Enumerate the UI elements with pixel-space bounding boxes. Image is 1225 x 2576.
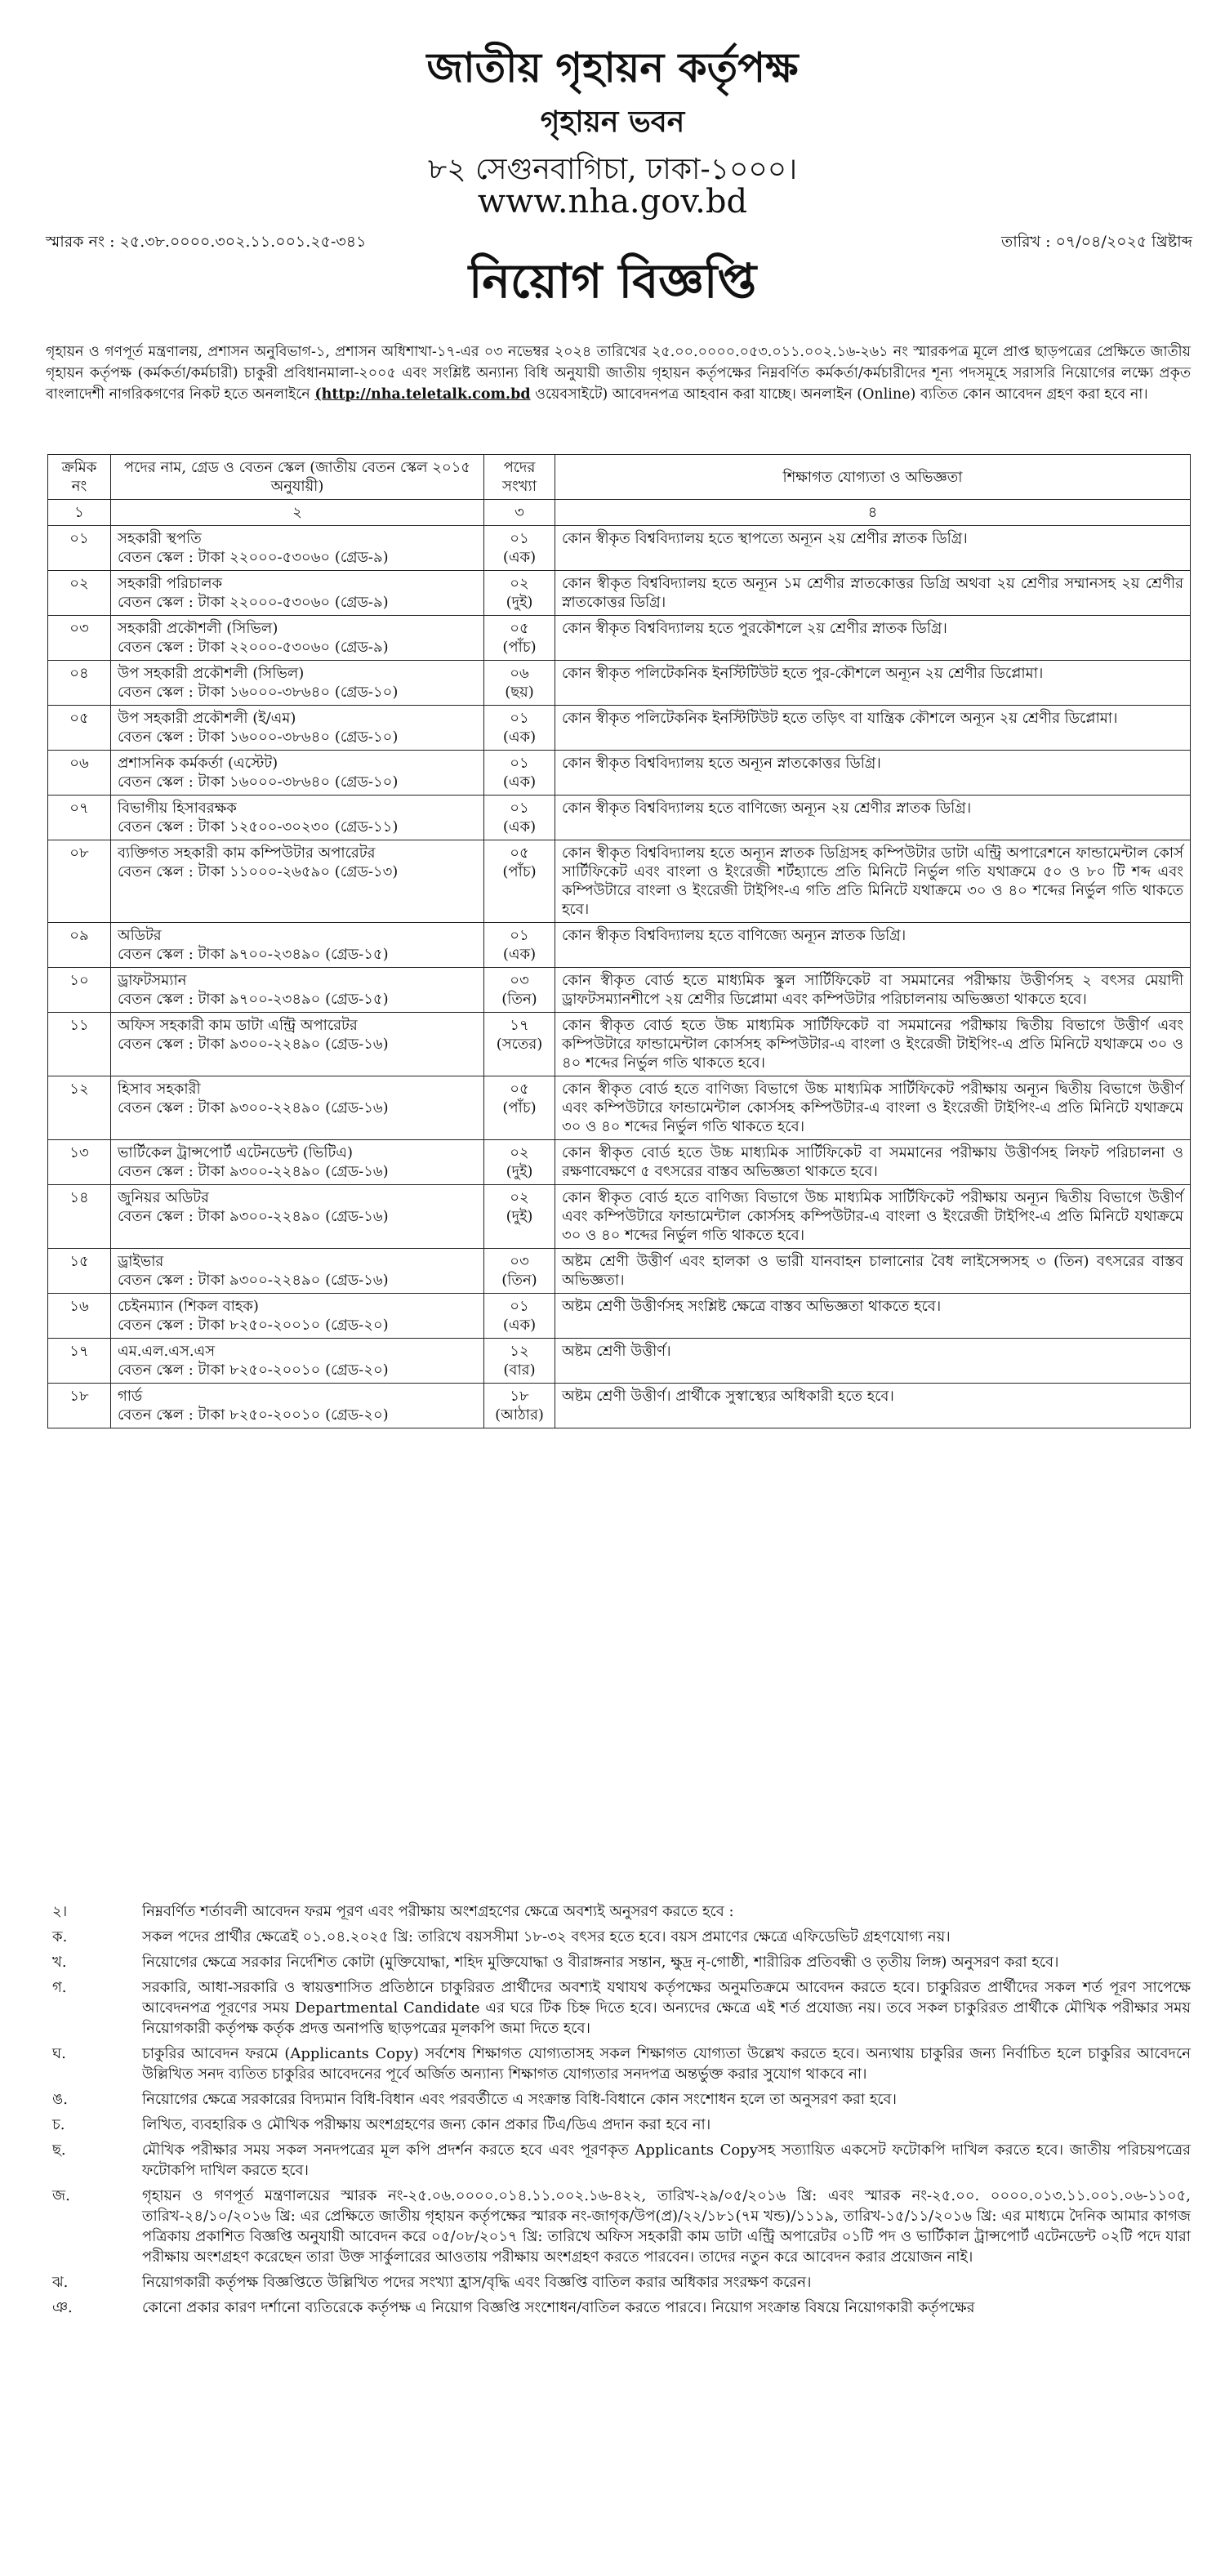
pay-scale: বেতন স্কেল : টাকা ৮২৫০-২০০১০ (গ্রেড-২০) xyxy=(118,1406,389,1424)
post-name: প্রশাসনিক কর্মকর্তা (এস্টেট) xyxy=(118,755,278,772)
serial-cell: ০৪ xyxy=(48,661,111,706)
serial-cell: ১৪ xyxy=(48,1185,111,1249)
teletalk-link[interactable]: (http://nha.teletalk.com.bd xyxy=(314,386,531,403)
post-cell xyxy=(111,796,484,840)
qualification-cell: কোন স্বীকৃত বিশ্ববিদ্যালয় হতে স্থাপত্যে অন্যূন ২য় শ্রেণীর স্নাতক ডিগ্রি। xyxy=(555,526,1191,571)
post-count: ০৫ xyxy=(510,1081,529,1098)
condition-text: নিয়োগকারী কর্তৃপক্ষ বিজ্ঞপ্তিতে উল্লিখিত পদের সংখ্যা হ্রাস/বৃদ্ধি এবং বিজ্ঞপ্তি বাতিল করার অধিকার সংরক্ষণ করেন। xyxy=(142,2274,812,2291)
pay-scale: বেতন স্কেল : টাকা ৯৩০০-২২৪৯০ (গ্রেড-১৬) xyxy=(118,1163,389,1180)
table-header-row xyxy=(48,455,1191,500)
pay-scale: বেতন স্কেল : টাকা ১৬০০০-৩৮৬৪০ (গ্রেড-১০) xyxy=(118,684,399,701)
qualification-cell: কোন স্বীকৃত বিশ্ববিদ্যালয় হতে অন্যূন স্নাতক ডিগ্রিসহ কম্পিউটার ডাটা এন্ট্রি অপারেশনে ফান্ডামেন্টাল কোর্স সার্টিফিকেট এবং বাংলা ও ইংরেজী শর্টহ্যান্ডে প্রতি মিনিটে নির্ভুল গতি যথাক্রমে ৫০ ও ৮০ টি শব্দ এবং কম্পিউটারে বাংলা ও ইংরেজী টাইপিং-এ গতি প্রতি মিনিটে যথাক্রমে ৩০ ও ৪০ শব্দের নির্ভুল গতি থাকতে হবে। xyxy=(555,840,1191,923)
org-name: জাতীয় গৃহায়ন কর্তৃপক্ষ xyxy=(426,43,799,91)
post-count: ১৮ xyxy=(510,1388,529,1405)
count-cell xyxy=(484,1294,555,1339)
notice-date: তারিখ : ০৭/০৪/২০২৫ খ্রিষ্টাব্দ xyxy=(1000,233,1192,251)
post-cell xyxy=(111,968,484,1013)
post-count-word: (সতের) xyxy=(496,1036,543,1053)
pay-scale: বেতন স্কেল : টাকা ৯৩০০-২২৪৯০ (গ্রেড-১৬) xyxy=(118,1036,389,1053)
table-row xyxy=(48,1140,1191,1185)
pay-scale: বেতন স্কেল : টাকা ২২০০০-৫৩০৬০ (গ্রেড-৯) xyxy=(118,594,389,611)
table-row xyxy=(48,1249,1191,1294)
post-name: এম.এল.এস.এস xyxy=(118,1343,216,1360)
condition-text: সকল পদের প্রার্থীর ক্ষেত্রেই ০১.০৪.২০২৫ খ্রি: তারিখে বয়সসীমা ১৮-৩২ বৎসর হতে হবে। বয়স প্রমাণের ক্ষেত্রে এফিডেভিট গ্রহণযোগ্য নয়। xyxy=(142,1928,951,1945)
intro-text: গৃহায়ন ও গণপূর্ত মন্ত্রণালয়, প্রশাসন অনুবিভাগ-১, প্রশাসন অধিশাখা-১৭-এর ০৩ নভেম্বর ২০২৪ তারিখের ২৫.০০.০০০০.০৫৩.০১১.০০২.১৬-২৬১ নং স্মারকপত্র মূলে প্রাপ্ত ছাড়পত্রের প্রেক্ষিতে জাতীয় গৃহায়ন কর্তৃপক্ষ (কর্মকর্তা/কর্মচারী) চাকুরী প্রবিধানমালা-২০০৫ এবং সংশ্লিষ্ট অন্যান্য বিধি অনুযায়ী জাতীয় গৃহায়ন কর্তৃপক্ষের নিম্নবর্ণিত কর্মকর্তা/কর্মচারীদের শূন্য পদসমূহে সরাসরি নিয়োগের লক্ষ্যে প্রকৃত বাংলাদেশী নাগরিকগণের নিকট হতে অনলাইনে xyxy=(46,344,1191,403)
table-row xyxy=(48,1076,1191,1140)
serial-cell: ১৫ xyxy=(48,1249,111,1294)
post-name: চেইনম্যান (শিকল বাহক) xyxy=(118,1298,259,1315)
post-name: অফিস সহকারী কাম ডাটা এন্ট্রি অপারেটর xyxy=(118,1017,358,1034)
serial-cell: ১৬ xyxy=(48,1294,111,1339)
qualification-cell: কোন স্বীকৃত বোর্ড হতে বাণিজ্য বিভাগে উচ্চ মাধ্যমিক সার্টিফিকেট পরীক্ষায় অন্যূন দ্বিতীয় বিভাগে উত্তীর্ণ এবং কম্পিউটারে ফান্ডামেন্টাল কোর্সসহ কম্পিউটার-এ বাংলা ও ইংরেজী টাইপিং-এ প্রতি মিনিটে যথাক্রমে ৩০ ও ৪০ শব্দের নির্ভুল গতি থাকতে হবে। xyxy=(555,1076,1191,1140)
qualification-cell: কোন স্বীকৃত বিশ্ববিদ্যালয় হতে পুরকৌশলে ২য় শ্রেণীর স্নাতক ডিগ্রি। xyxy=(555,616,1191,661)
pay-scale: বেতন স্কেল : টাকা ৮২৫০-২০০১০ (গ্রেড-২০) xyxy=(118,1362,389,1379)
pay-scale: বেতন স্কেল : টাকা ৯৩০০-২২৪৯০ (গ্রেড-১৬) xyxy=(118,1272,389,1289)
post-name: হিসাব সহকারী xyxy=(118,1081,201,1098)
condition-text: গৃহায়ন ও গণপূর্ত মন্ত্রণালয়ের স্মারক নং-২৫.০৬.০০০০.০১৪.১১.০০২.১৬-৪২২, তারিখ-২৯/০৫/২০১৬ খ্রি: এবং স্মারক নং-২৫.০০. ০০০০.০১৩.১১.০০১.০৬-১১০৫, তারিখ-২৪/১০/২০১৬ খ্রি: এর প্রেক্ষিতে জাতীয় গৃহায়ন কর্তৃপক্ষের স্মারক নং-জাগৃক/উপ(প্র)/২২/১৮১(৭ম খন্ড)/১১১৯, তারিখ-১৫/১১/২০১৬ খ্রি: এর মাধ্যমে দৈনিক আমার কাগজ পত্রিকায় প্রকাশিত বিজ্ঞপ্তি অনুযায়ী আবেদন করে ০৫/০৮/২০১৭ খ্রি: তারিখে অফিস সহকারী কাম ডাটা এন্ট্রি অপারেটর ০১টি পদ ও ভার্টিকাল ট্রান্সপোর্ট এটেনডেন্ট ০২টি পদে যারা পরীক্ষায় অংশগ্রহণ করেছেন তারা উক্ত সার্কুলারের আওতায় পরীক্ষায় অংশগ্রহণ করতে পারবেন। তাদের নতুন করে আবেদন করার প্রয়োজন নাই। xyxy=(142,2187,1191,2266)
pay-scale: বেতন স্কেল : টাকা ৯৩০০-২২৪৯০ (গ্রেড-১৬) xyxy=(118,1099,389,1116)
building-name: গৃহায়ন ভবন xyxy=(540,105,685,139)
pay-scale: বেতন স্কেল : টাকা ১১০০০-২৬৫৯০ (গ্রেড-১৩) xyxy=(118,863,399,880)
post-count-word: (এক) xyxy=(502,818,537,836)
serial-cell: ১৮ xyxy=(48,1384,111,1428)
header-qualification: শিক্ষাগত যোগ্যতা ও অভিজ্ঞতা xyxy=(555,455,1191,500)
count-cell xyxy=(484,706,555,751)
post-name: বিভাগীয় হিসাবরক্ষক xyxy=(118,800,237,817)
condition-text: নিয়োগের ক্ষেত্রে সরকারের বিদ্যমান বিধি-বিধান এবং পরবর্তীতে এ সংক্রান্ত বিধি-বিধানে কোন সংশোধন হলে তা অনুসরণ করা হবে। xyxy=(142,2091,897,2108)
condition-marker: খ. xyxy=(52,1954,67,1971)
condition-item xyxy=(46,2272,1191,2293)
post-cell xyxy=(111,661,484,706)
table-row xyxy=(48,1339,1191,1384)
post-name: ব্যক্তিগত সহকারী কাম কম্পিউটার অপারেটর xyxy=(118,845,376,862)
qualification-cell: অষ্টম শ্রেণী উত্তীর্ণ। xyxy=(555,1339,1191,1384)
post-count: ০২ xyxy=(510,1189,529,1206)
condition-text: নিয়োগের ক্ষেত্রে সরকার নির্দেশিত কোটা (মুক্তিযোদ্ধা, শহিদ মুক্তিযোদ্ধা ও বীরাঙ্গনার সন্তান, ক্ষুদ্র নৃ-গোষ্ঠী, শারীরিক প্রতিবন্ধী ও তৃতীয় লিঙ্গ) অনুসরণ করা হবে। xyxy=(142,1954,1059,1971)
serial-cell: ০৯ xyxy=(48,923,111,968)
post-count: ০১ xyxy=(510,755,529,772)
condition-text: মৌখিক পরীক্ষার সময় সকল সনদপত্রের মূল কপি প্রদর্শন করতে হবে এবং পূরণকৃত Applicants Copyসহ সত্যায়িত একসেট ফটোকপি দাখিল করতে হবে। জাতীয় পরিচয়পত্রের ফটোকপি দাখিল করতে হবে। xyxy=(142,2141,1191,2179)
qualification-cell: কোন স্বীকৃত বোর্ড হতে উচ্চ মাধ্যমিক সার্টিফিকেট বা সমমানের পরীক্ষায় দ্বিতীয় বিভাগে উত্তীর্ণ এবং কম্পিউটারে ফান্ডামেন্টাল কোর্সসহ কম্পিউটার-এ বাংলা ও ইংরেজী টাইপিং-এ প্রতি মিনিটে যথাক্রমে ৩০ ও ৪০ শব্দের নির্ভুল গতি থাকতে হবে। xyxy=(555,1013,1191,1076)
table-row xyxy=(48,1013,1191,1076)
serial-cell: ০৩ xyxy=(48,616,111,661)
serial-cell: ০৫ xyxy=(48,706,111,751)
pay-scale: বেতন স্কেল : টাকা ১৬০০০-৩৮৬৪০ (গ্রেড-১০) xyxy=(118,773,399,791)
table-row xyxy=(48,1384,1191,1428)
table-row xyxy=(48,751,1191,796)
post-count: ০১ xyxy=(510,1298,529,1315)
address: ৮২ সেগুনবাগিচা, ঢাকা-১০০০। xyxy=(427,153,798,186)
post-count-word: (পাঁচ) xyxy=(502,639,537,656)
table-row xyxy=(48,616,1191,661)
post-cell xyxy=(111,526,484,571)
post-name: ড্রাইভার xyxy=(118,1253,164,1270)
post-count-word: (এক) xyxy=(502,773,537,791)
post-cell xyxy=(111,1185,484,1249)
website-link[interactable]: www.nha.gov.bd xyxy=(477,183,748,221)
serial-cell: ১২ xyxy=(48,1076,111,1140)
count-cell xyxy=(484,1076,555,1140)
table-row xyxy=(48,661,1191,706)
post-cell xyxy=(111,840,484,923)
col-number: ১ xyxy=(48,500,111,526)
post-name: উপ সহকারী প্রকৌশলী (ই/এম) xyxy=(118,710,296,727)
serial-cell: ১১ xyxy=(48,1013,111,1076)
serial-cell: ১৭ xyxy=(48,1339,111,1384)
count-cell xyxy=(484,840,555,923)
post-cell xyxy=(111,1384,484,1428)
post-count-word: (তিন) xyxy=(501,991,537,1008)
serial-cell: ০৭ xyxy=(48,796,111,840)
post-cell xyxy=(111,706,484,751)
condition-item xyxy=(46,1927,1191,1947)
post-cell xyxy=(111,1339,484,1384)
post-count: ১২ xyxy=(510,1343,529,1360)
header-post: পদের নাম, গ্রেড ও বেতন স্কেল (জাতীয় বেতন স্কেল ২০১৫ অনুযায়ী) xyxy=(111,455,484,500)
post-count-word: (পাঁচ) xyxy=(502,863,537,880)
serial-cell: ১০ xyxy=(48,968,111,1013)
count-cell xyxy=(484,1339,555,1384)
post-count: ০১ xyxy=(510,530,529,547)
post-cell xyxy=(111,1013,484,1076)
post-count-word: (এক) xyxy=(502,729,537,746)
condition-item xyxy=(46,1901,1191,1922)
serial-cell: ০২ xyxy=(48,571,111,616)
post-cell xyxy=(111,571,484,616)
pay-scale: বেতন স্কেল : টাকা ৯৭০০-২৩৪৯০ (গ্রেড-১৫) xyxy=(118,946,389,963)
header-serial: ক্রমিক নং xyxy=(48,455,111,500)
post-cell xyxy=(111,1076,484,1140)
serial-cell: ১৩ xyxy=(48,1140,111,1185)
intro-text-after: ওয়েবসাইটে) আবেদনপত্র আহবান করা যাচ্ছে। অনলাইন (Online) ব্যতিত কোন আবেদন গ্রহণ করা হবে না। xyxy=(530,386,1148,403)
serial-cell: ০১ xyxy=(48,526,111,571)
condition-marker: ঝ. xyxy=(52,2274,69,2291)
condition-marker: ঘ. xyxy=(52,2045,66,2062)
post-name: ভার্টিকেল ট্রান্সপোর্ট এটেনডেন্ট (ভিটিএ) xyxy=(118,1144,354,1161)
post-name: ড্রাফটসম্যান xyxy=(118,972,187,989)
qualification-cell: কোন স্বীকৃত পলিটেকনিক ইনস্টিটিউট হতে তড়িৎ বা যান্ত্রিক কৌশলে অন্যূন ২য় শ্রেণীর ডিপ্লোমা। xyxy=(555,706,1191,751)
count-cell xyxy=(484,1140,555,1185)
pay-scale: বেতন স্কেল : টাকা ৯৩০০-২২৪৯০ (গ্রেড-১৬) xyxy=(118,1208,389,1225)
post-cell xyxy=(111,1294,484,1339)
count-cell xyxy=(484,1249,555,1294)
post-count-word: (দুই) xyxy=(506,594,533,611)
serial-cell: ০৮ xyxy=(48,840,111,923)
post-name: গার্ড xyxy=(118,1388,143,1405)
condition-item xyxy=(46,2186,1191,2267)
condition-item xyxy=(46,2140,1191,2181)
post-name: জুনিয়র অডিটর xyxy=(118,1189,209,1206)
post-name: সহকারী প্রকৌশলী (সিভিল) xyxy=(118,620,278,637)
condition-marker: ২। xyxy=(52,1903,68,1920)
post-count-word: (দুই) xyxy=(506,1208,533,1225)
post-name: সহকারী পরিচালক xyxy=(118,575,223,592)
condition-item xyxy=(46,1952,1191,1972)
count-cell xyxy=(484,571,555,616)
post-count: ০৫ xyxy=(510,620,529,637)
post-count: ০২ xyxy=(510,575,529,592)
table-row xyxy=(48,923,1191,968)
post-count: ০১ xyxy=(510,927,529,944)
post-name: অডিটর xyxy=(118,927,162,944)
count-cell xyxy=(484,526,555,571)
pay-scale: বেতন স্কেল : টাকা ২২০০০-৫৩০৬০ (গ্রেড-৯) xyxy=(118,549,389,566)
post-count-word: (পাঁচ) xyxy=(502,1099,537,1116)
post-count: ০৩ xyxy=(510,1253,529,1270)
post-count-word: (দুই) xyxy=(506,1163,533,1180)
qualification-cell: কোন স্বীকৃত বিশ্ববিদ্যালয় হতে বাণিজ্যে অন্যূন স্নাতক ডিগ্রি। xyxy=(555,923,1191,968)
condition-text: লিখিত, ব্যবহারিক ও মৌখিক পরীক্ষায় অংশগ্রহণের জন্য কোন প্রকার টিএ/ডিএ প্রদান করা হবে না। xyxy=(142,2116,711,2133)
pay-scale: বেতন স্কেল : টাকা ১৬০০০-৩৮৬৪০ (গ্রেড-১০) xyxy=(118,729,399,746)
condition-marker: গ. xyxy=(52,1979,67,1996)
table-body xyxy=(48,526,1191,1428)
table-row xyxy=(48,840,1191,923)
post-count-word: (ছয়) xyxy=(505,684,534,701)
qualification-cell: কোন স্বীকৃত বোর্ড হতে উচ্চ মাধ্যমিক সার্টিফিকেট বা সমমানের পরীক্ষায় উত্তীর্ণসহ লিফট পরিচালনা ও রক্ষণাবেক্ষণে ৫ বৎসরের বাস্তব অভিজ্ঞতা থাকতে হবে। xyxy=(555,1140,1191,1185)
count-cell xyxy=(484,1384,555,1428)
header-count: পদের সংখ্যা xyxy=(484,455,555,500)
col-number: ৩ xyxy=(484,500,555,526)
post-count-word: (এক) xyxy=(502,549,537,566)
conditions-list xyxy=(46,1901,1191,2323)
table-row xyxy=(48,526,1191,571)
post-count: ০১ xyxy=(510,710,529,727)
post-cell xyxy=(111,1249,484,1294)
qualification-cell: কোন স্বীকৃত বিশ্ববিদ্যালয় হতে অন্যূন ১ম শ্রেণীর স্নাতকোত্তর ডিগ্রি অথবা ২য় শ্রেণীর সম্মানসহ ২য় শ্রেণীর স্নাতকোত্তর ডিগ্রি। xyxy=(555,571,1191,616)
condition-item xyxy=(46,2115,1191,2135)
table-row xyxy=(48,1294,1191,1339)
post-cell xyxy=(111,616,484,661)
post-count-word: (আঠার) xyxy=(495,1406,544,1424)
count-cell xyxy=(484,616,555,661)
qualification-cell: অষ্টম শ্রেণী উত্তীর্ণসহ সংশ্লিষ্ট ক্ষেত্রে বাস্তব অভিজ্ঞতা থাকতে হবে। xyxy=(555,1294,1191,1339)
post-name: উপ সহকারী প্রকৌশলী (সিভিল) xyxy=(118,665,305,682)
post-name: সহকারী স্থপতি xyxy=(118,530,202,547)
post-count: ০৩ xyxy=(510,972,529,989)
table-row xyxy=(48,571,1191,616)
table-row xyxy=(48,1185,1191,1249)
column-number-row xyxy=(48,500,1191,526)
condition-marker: ক. xyxy=(52,1928,68,1945)
condition-item xyxy=(46,2043,1191,2084)
count-cell xyxy=(484,661,555,706)
condition-marker: ছ. xyxy=(52,2141,66,2159)
serial-cell: ০৬ xyxy=(48,751,111,796)
table-row xyxy=(48,706,1191,751)
condition-item xyxy=(46,2297,1191,2318)
table-row xyxy=(48,968,1191,1013)
condition-text: চাকুরির আবেদন ফরমে (Applicants Copy) সর্বশেষ শিক্ষাগত যোগ্যতাসহ সকল শিক্ষাগত যোগ্যতা উল্লেখ করতে হবে। অন্যথায় চাকুরির জন্য নির্বাচিত হলে চাকুরির আবেদনে উল্লিখিত সনদ ব্যতিত চাকুরির আবেদনের পূর্বে অর্জিত অন্যান্য শিক্ষাগত যোগ্যতার সনদপত্র অন্তর্ভুক্ত করার সুযোগ থাকবে না। xyxy=(142,2045,1191,2083)
post-count: ১৭ xyxy=(510,1017,529,1034)
condition-text: কোনো প্রকার কারণ দর্শানো ব্যতিরেকে কর্তৃপক্ষ এ নিয়োগ বিজ্ঞপ্তি সংশোধন/বাতিল করতে পারবে। নিয়োগ সংক্রান্ত বিষয়ে নিয়োগকারী কর্তৃপক্ষের xyxy=(142,2299,975,2316)
post-count: ০২ xyxy=(510,1144,529,1161)
count-cell xyxy=(484,1013,555,1076)
post-cell xyxy=(111,751,484,796)
condition-marker: ঞ. xyxy=(52,2299,73,2316)
post-count-word: (বার) xyxy=(503,1362,536,1379)
qualification-cell: অষ্টম শ্রেণী উত্তীর্ণ এবং হালকা ও ভারী যানবাহন চালানোর বৈধ লাইসেন্সসহ ৩ (তিন) বৎসরের বাস্তব অভিজ্ঞতা। xyxy=(555,1249,1191,1294)
qualification-cell: কোন স্বীকৃত বিশ্ববিদ্যালয় হতে বাণিজ্যে অন্যূন ২য় শ্রেণীর স্নাতক ডিগ্রি। xyxy=(555,796,1191,840)
condition-marker: চ. xyxy=(52,2116,65,2133)
qualification-cell: কোন স্বীকৃত বিশ্ববিদ্যালয় হতে অন্যূন স্নাতকোত্তর ডিগ্রি। xyxy=(555,751,1191,796)
pay-scale: বেতন স্কেল : টাকা ৯৭০০-২৩৪৯০ (গ্রেড-১৫) xyxy=(118,991,389,1008)
count-cell xyxy=(484,968,555,1013)
memo-number: স্মারক নং : ২৫.৩৮.০০০০.৩০২.১১.০০১.২৫-৩৪১ xyxy=(46,233,367,251)
pay-scale: বেতন স্কেল : টাকা ১২৫০০-৩০২৩০ (গ্রেড-১১) xyxy=(118,818,399,836)
post-cell xyxy=(111,923,484,968)
pay-scale: বেতন স্কেল : টাকা ৮২৫০-২০০১০ (গ্রেড-২০) xyxy=(118,1317,389,1334)
post-count: ০১ xyxy=(510,800,529,817)
notice-title: নিয়োগ বিজ্ঞপ্তি xyxy=(468,253,757,309)
qualification-cell: কোন স্বীকৃত পলিটেকনিক ইনস্টিটিউট হতে পুর-কৌশলে অন্যূন ২য় শ্রেণীর ডিপ্লোমা। xyxy=(555,661,1191,706)
post-count-word: (এক) xyxy=(502,946,537,963)
post-count: ০৫ xyxy=(510,845,529,862)
condition-item xyxy=(46,1977,1191,2039)
vacancy-table xyxy=(47,454,1191,1428)
qualification-cell: কোন স্বীকৃত বোর্ড হতে মাধ্যমিক স্কুল সার্টিফিকেট বা সমমানের পরীক্ষায় উত্তীর্ণসহ ২ বৎসর মেয়াদী ড্রাফটসম্যানশীপে ২য় শ্রেণীর ডিপ্লোমা এবং কম্পিউটার পরিচালনায় অভিজ্ঞতা থাকতে হবে। xyxy=(555,968,1191,1013)
post-count-word: (এক) xyxy=(502,1317,537,1334)
count-cell xyxy=(484,923,555,968)
col-number: ৪ xyxy=(555,500,1191,526)
condition-item xyxy=(46,2089,1191,2110)
col-number: ২ xyxy=(111,500,484,526)
intro-paragraph xyxy=(46,341,1191,405)
table-row xyxy=(48,796,1191,840)
post-count-word: (তিন) xyxy=(501,1272,537,1289)
post-cell xyxy=(111,1140,484,1185)
post-count: ০৬ xyxy=(510,665,529,682)
count-cell xyxy=(484,796,555,840)
qualification-cell: কোন স্বীকৃত বোর্ড হতে বাণিজ্য বিভাগে উচ্চ মাধ্যমিক সার্টিফিকেট পরীক্ষায় অন্যূন দ্বিতীয় বিভাগে উত্তীর্ণ এবং কম্পিউটারে ফান্ডামেন্টাল কোর্সসহ কম্পিউটার-এ বাংলা ও ইংরেজী টাইপিং-এ প্রতি মিনিটে যথাক্রমে ৩০ ও ৪০ শব্দের নির্ভুল গতি থাকতে হবে। xyxy=(555,1185,1191,1249)
condition-marker: জ. xyxy=(52,2187,70,2204)
condition-marker: ঙ. xyxy=(52,2091,68,2108)
count-cell xyxy=(484,751,555,796)
pay-scale: বেতন স্কেল : টাকা ২২০০০-৫৩০৬০ (গ্রেড-৯) xyxy=(118,639,389,656)
condition-text: নিম্নবর্ণিত শর্তাবলী আবেদন ফরম পূরণ এবং পরীক্ষায় অংশগ্রহণের ক্ষেত্রে অবশ্যই অনুসরণ করতে হবে : xyxy=(142,1903,734,1920)
count-cell xyxy=(484,1185,555,1249)
qualification-cell: অষ্টম শ্রেণী উত্তীর্ণ। প্রার্থীকে সুস্বাস্থ্যের অধিকারী হতে হবে। xyxy=(555,1384,1191,1428)
condition-text: সরকারি, আধা-সরকারি ও স্বায়ত্তশাসিত প্রতিষ্ঠানে চাকুরিরত প্রার্থীদের অবশ্যই যথাযথ কর্তৃপক্ষের অনুমতিক্রমে আবেদন করতে হবে। চাকুরিরত প্রার্থীদের সকল শর্ত পূরণ সাপেক্ষে আবেদনপত্র পূরণের সময় Departmental Candidate এর ঘরে টিক চিহ্ন দিতে হবে। অন্যদের ক্ষেত্রে এই শর্ত প্রযোজ্য নয়। তবে সকল চাকুরিরত প্রার্থীকে মৌখিক পরীক্ষার সময় নিয়োগকারী কর্তৃপক্ষ কর্তৃক প্রদত্ত অনাপত্তি ছাড়পত্রের মূলকপি জমা দিতে হবে। xyxy=(142,1979,1191,2037)
